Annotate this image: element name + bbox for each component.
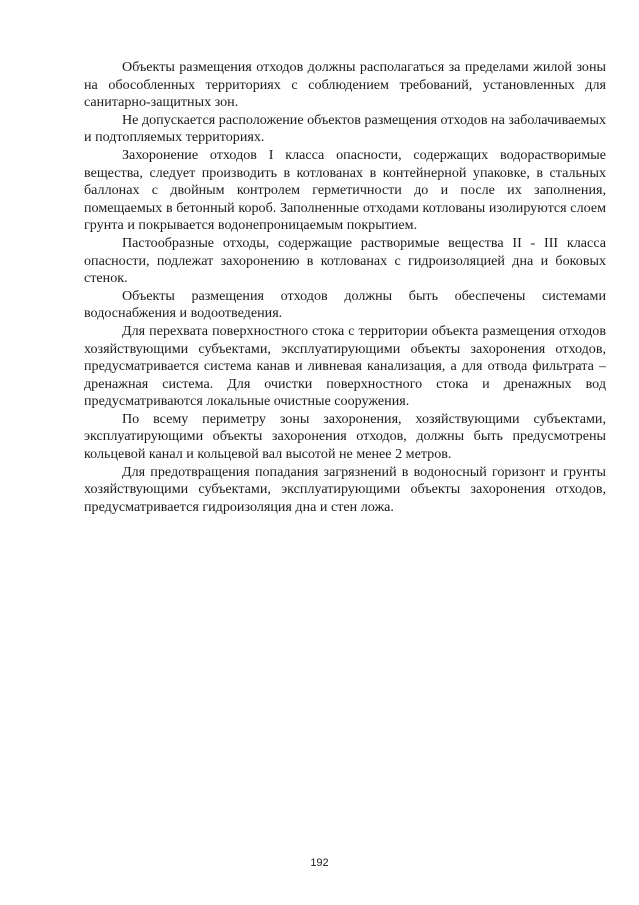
paragraph: По всему периметру зоны захоронения, хозяйствующими субъектами, эксплуатирующими объекты захоронения отходов, должны быть предусмотрены кольцевой канал и кольцевой вал высотой не менее 2 метров. <box>84 410 606 463</box>
paragraph: Не допускается расположение объектов размещения отходов на заболачиваемых и подтопляемых территориях. <box>84 111 606 146</box>
body-text <box>84 59 606 516</box>
paragraph: Объекты размещения отходов должны располагаться за пределами жилой зоны на обособленных территориях с соблюдением требований, установленных для санитарно-защитных зон. <box>84 59 606 111</box>
paragraph: Для предотвращения попадания загрязнений в водоносный горизонт и грунты хозяйствующими субъектами, эксплуатирующими объекты захоронения отходов, предусматривается гидроизоляция дна и стен ложа. <box>84 463 606 515</box>
paragraph: Объекты размещения отходов должны быть обеспечены системами водоснабжения и водоотведения. <box>84 287 606 322</box>
paragraph: Для перехвата поверхностного стока с территории объекта размещения отходов хозяйствующими субъектами, эксплуатирующими объекты захоронения отходов, предусматривается система канав и ливневая канализация, а для отвода фильтрата – дренажная система. Для очистки поверхностного стока и дренажных вод предусматриваются локальные очистные сооружения. <box>84 322 606 410</box>
page-number: 192 <box>310 857 329 869</box>
paragraph: Захоронение отходов I класса опасности, содержащих водорастворимые вещества, следует производить в котлованах в контейнерной упаковке, в стальных баллонах с двойным контролем герметичности до и после их заполнения, помещаемых в бетонный короб. Заполненные отходами котлованы изолируются слоем грунта и покрывается водонепроницаемым покрытием. <box>84 146 606 234</box>
paragraph: Пастообразные отходы, содержащие растворимые вещества II - III класса опасности, подлежат захоронению в котлованах с гидроизоляцией дна и боковых стенок. <box>84 234 606 287</box>
